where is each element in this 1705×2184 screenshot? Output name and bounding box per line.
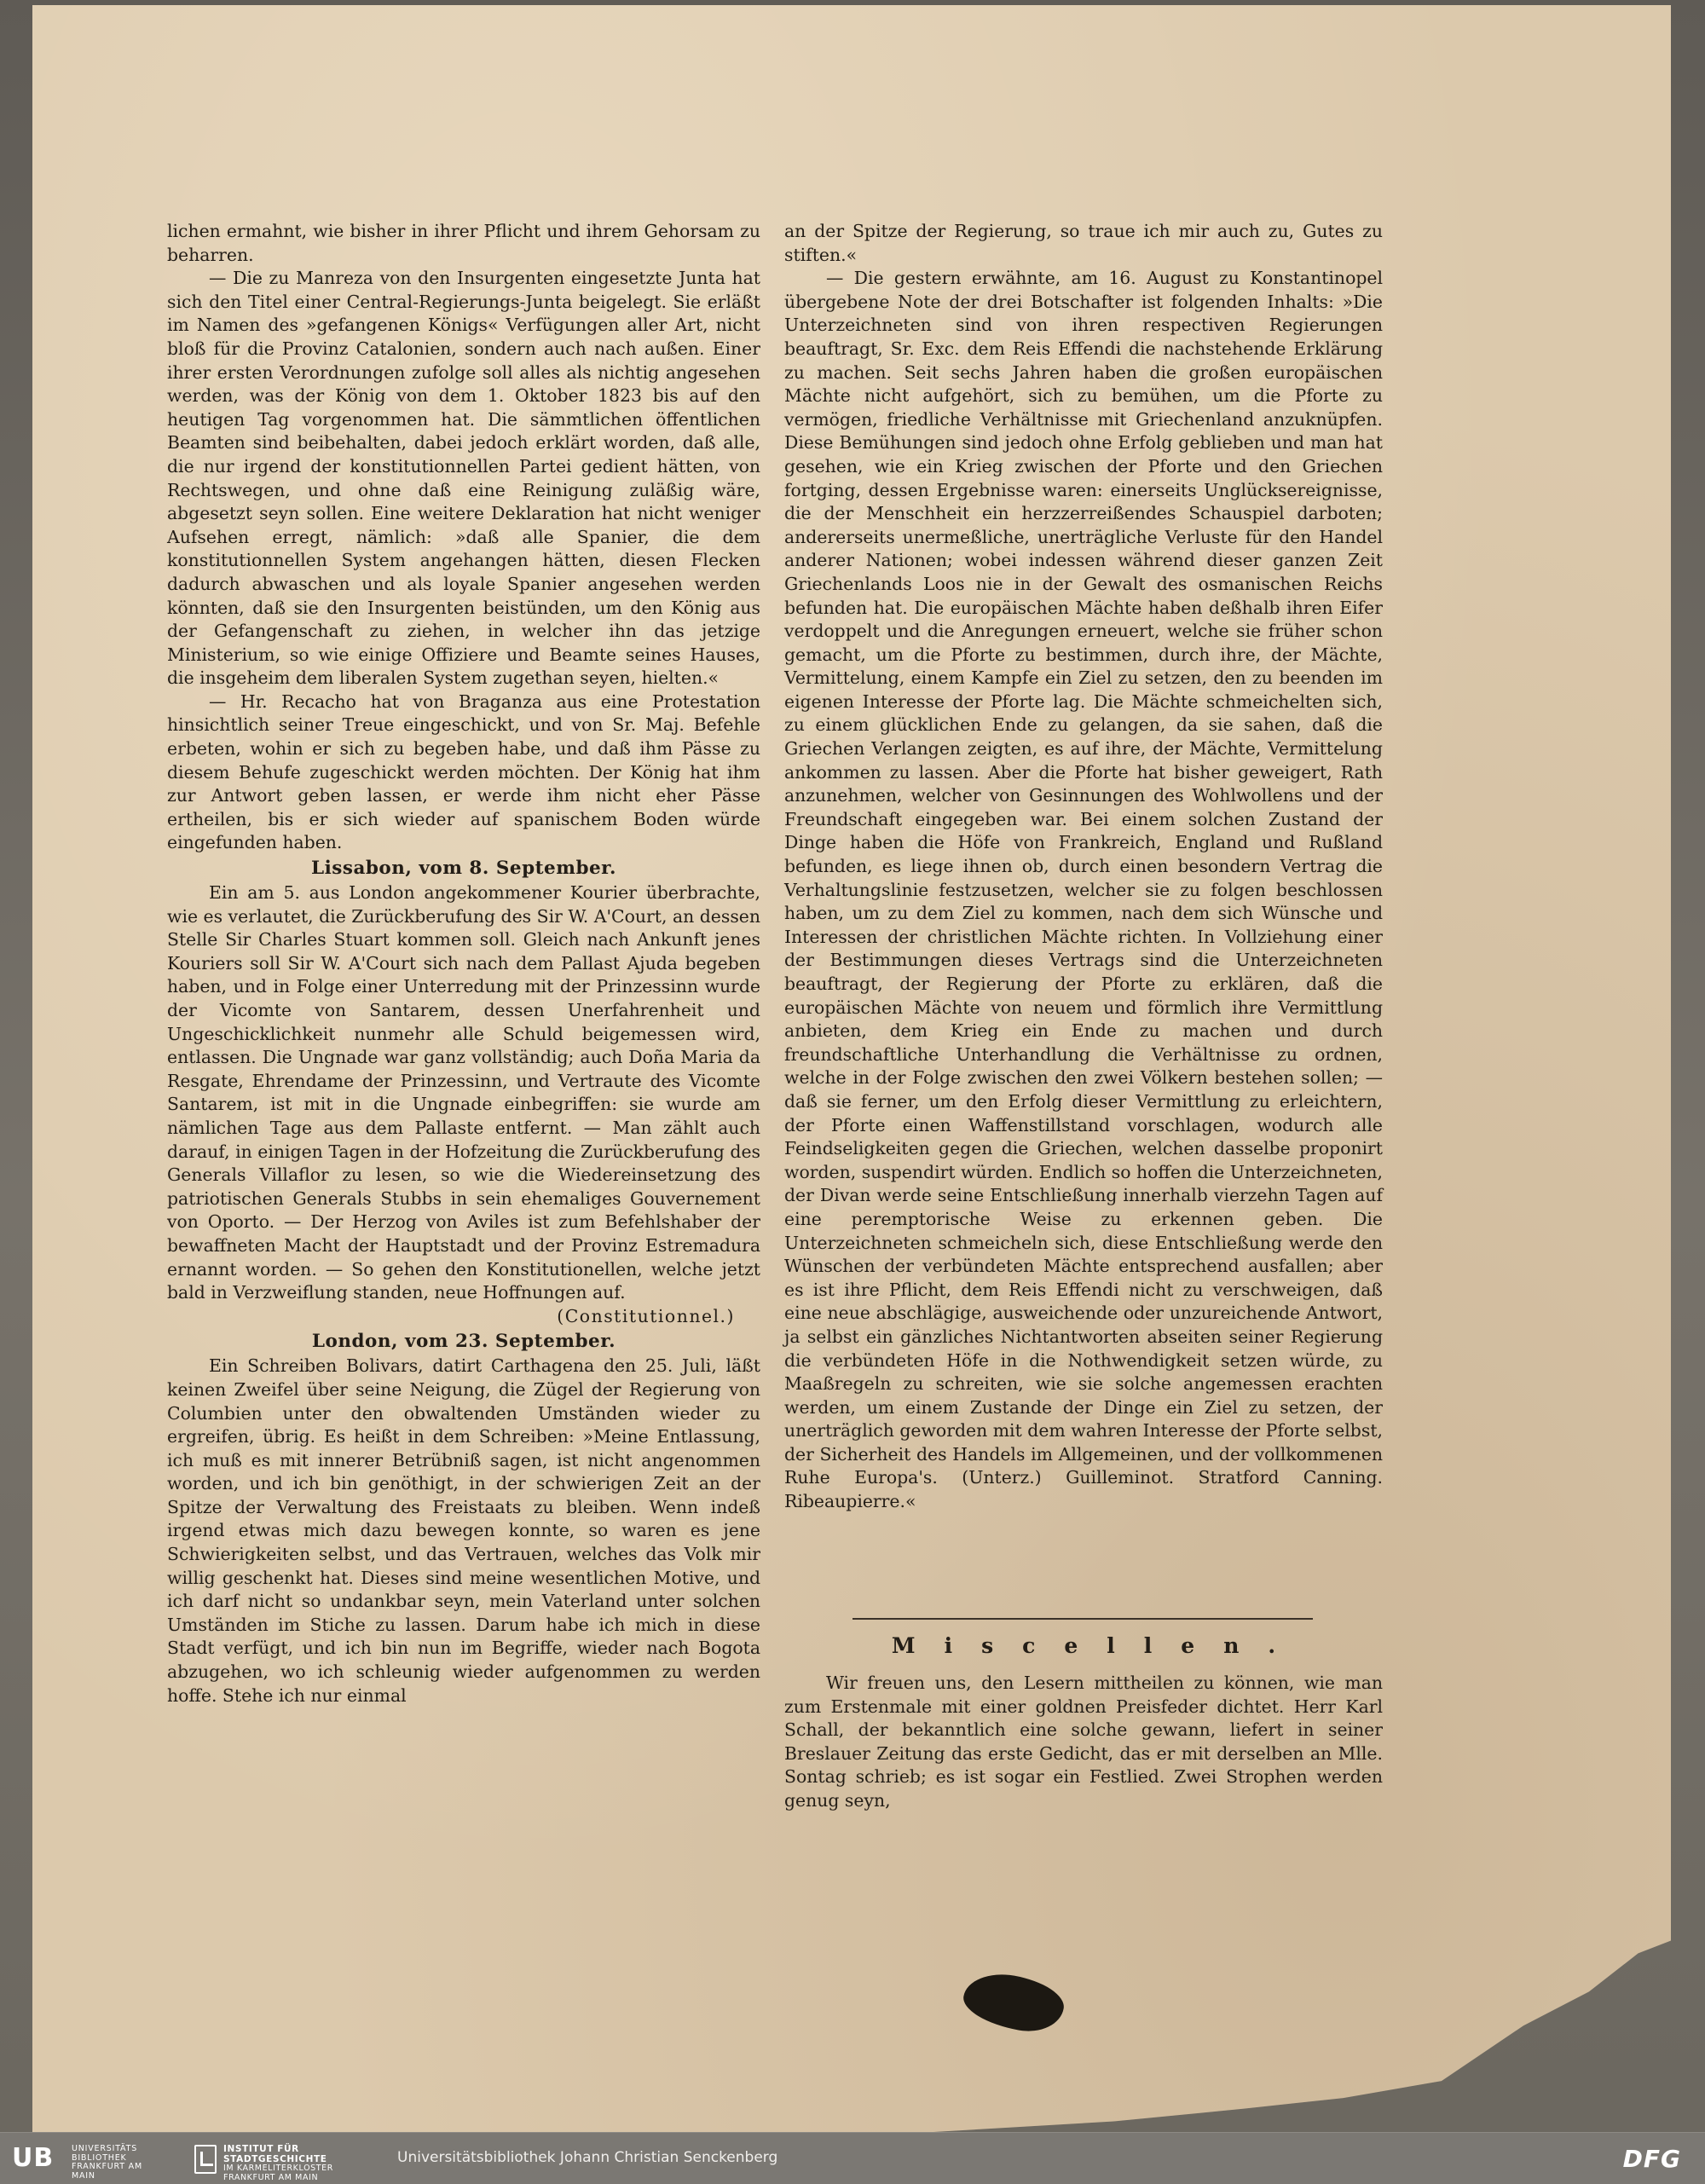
ub-logo[interactable]: [12, 2143, 165, 2181]
institut-stadtgeschichte-logo[interactable]: [194, 2143, 373, 2182]
miscellen-section: [784, 1672, 1383, 1813]
article-paragraph: lichen ermahnt, wie bisher in ihrer Pflicht und ihrem Gehorsam zu beharren.: [167, 221, 760, 265]
article-paragraph: an der Spitze der Regierung, so traue ich mir auch zu, Gutes zu stiften.«: [784, 221, 1383, 265]
article-manreza-junta: — Die zu Manreza von den Insurgenten eingesetzte Junta hat sich den Titel einer Central-Regierungs-Junta beigelegt. Sie erläßt im Namen des »gefangenen Königs« Verfügungen aller Art, nicht bloß für die Provinz Catalonien, sondern auch nach außen. Einer ihrer ersten Verordnungen zufolge soll alles als nichtig angesehen werden, was der König von dem 1. Oktober 1823 bis auf den heutigen Tag vorgenommen hat. Die sämmtlichen öffentlichen Beamten sind beibehalten, dabei jedoch erklärt worden, daß alle, die nur irgend der konstitutionnellen Partei gedient hätten, von Rechtswegen, und ohne daß eine Reinigung zuläßig wäre, abgesetzt seyn sollen. Eine weitere Deklaration hat nicht weniger Aufsehen erregt, nämlich: »daß alle Spanier, die dem konstitutionnellen System angehangen hätten, diesen Flecken dadurch abwaschen und als loyale Spanier angesehen werden könnten, daß sie den Insurgenten beistünden, um den König aus der Gefangenschaft zu ziehen, in welcher ihn das jetzige Ministerium, so wie einige Offiziere und Beamte seines Hauses, die insgeheim dem liberalen System zugethan seyen, hielten.«: [167, 268, 760, 689]
ub-logo-line: UNIVERSITÄTS: [72, 2144, 138, 2153]
section-divider: [852, 1618, 1313, 1620]
article-note-botschafter: — Die gestern erwähnte, am 16. August zu Konstantinopel übergebene Note der drei Botschafter ist folgenden Inhalts: »Die Unterzeichneten sind von ihren respectiven Regierungen beauftragt, Sr. Exc. dem Reis Effendi die nachstehende Erklärung zu machen. Seit sechs Jahren haben die großen europäischen Mächte nicht aufgehört, sich zu bemühen, um die Pforte zu vermögen, friedliche Verhältnisse mit Griechenland anzuknüpfen. Diese Bemühungen sind jedoch ohne Erfolg geblieben und man hat gesehen, wie ein Krieg zwischen der Pforte und den Griechen fortging, dessen Ergebnisse waren: einerseits Unglücksereignisse, die der Menschheit ein herzzerreißendes Schauspiel darboten; andererseits unermeßliche, unerträgliche Verluste für den Handel anderer Nationen; wobei indessen während dieser ganzen Zeit Griechenlands Loos nie in der Gewalt des osmanischen Reichs befunden hat. Die europäischen Mächte haben deßhalb ihren Eifer verdoppelt und die Anregungen erneuert, welche sie früher schon gemacht, um die Pforte zu bestimmen, durch ihre, der Mächte, Vermittelung, einem Kampfe ein Ziel zu setzen, den zu beenden im eigenen Interesse der Pforte lag. Die Mächte schmeichelten sich, zu einem glücklichen Ende zu gelangen, da sie sahen, daß die Griechen Verlangen zeigten, es auf ihre, der Mächte, Vermittelung ankommen zu lassen. Aber die Pforte hat bisher geweigert, Rath anzunehmen, welcher von Gesinnungen des Wohlwollens und der Freundschaft eingegeben war. Bei einem solchen Zustand der Dinge haben die Höfe von Frankreich, England und Rußland befunden, es liege ihnen ob, durch einen besondern Vertrag die Verhaltungslinie festzusetzen, welcher sie zu folgen beschlossen haben, um zu dem Ziel zu kommen, nach dem sich Wünsche und Interessen der christlichen Mächte richten. In Vollziehung einer der Bestimmungen dieses Vertrags sind die Unterzeichneten beauftragt, der Regierung der Pforte zu erklären, daß die europäischen Mächte von neuem und förmlich ihre Vermittlung anbieten, dem Krieg ein Ende zu machen und durch freundschaftliche Unterhandlung die Verhältnisse zu ordnen, welche in der Folge zwischen den zwei Völkern bestehen sollen; — daß sie ferner, um den Erfolg dieser Vermittlung zu erleichtern, der Pforte einen Waffenstillstand vorschlagen, wodurch alle Feindseligkeiten gegen die Griechen, welchen dasselbe proponirt worden, suspendirt würden. Endlich so hoffen die Unterzeichneten, der Divan werde seine Entschließung innerhalb vierzehn Tagen auf eine peremptorische Weise zu erkennen geben. Die Unterzeichneten schmeicheln sich, diese Entschließung werde den Wünschen der verbündeten Mächte entsprechend ausfallen; aber es ist ihre Pflicht, dem Reis Effendi nicht zu verschweigen, daß eine neue abschlägige, ausweichende oder unzureichende Antwort, ja selbst ein gänzliches Nichtantworten abseiten seiner Regierung die verbündeten Höfe in die Nothwendigkeit setzen würde, zu Maaßregeln zu schreiten, wie sie solche angemessen erachten werden, um einem Zustande der Dinge ein Ziel zu setzen, der unerträglich geworden mit dem wahren Interesse der Pforte selbst, der Sicherheit des Handels im Allgemeinen, und der vollkommenen Ruhe Europa's. (Unterz.) Guilleminot. Stratford Canning. Ribeaupierre.«: [784, 268, 1383, 1512]
library-caption: Universitätsbibliothek Johann Christian Senckenberg: [397, 2149, 778, 2166]
ub-logo-line: FRANKFURT AM MAIN: [72, 2162, 142, 2181]
institut-mark-icon: [194, 2145, 217, 2174]
ub-logo-mark: UB: [12, 2143, 55, 2173]
left-column: [167, 220, 760, 1707]
article-recacho: — Hr. Recacho hat von Braganza aus eine Protestation hinsichtlich seiner Treue eingeschickt, und von Sr. Maj. Befehle erbeten, wohin er sich zu begeben habe, und daß ihm Pässe zu diesem Behufe zugeschickt werden möchten. Der König hat ihm zur Antwort geben lassen, er werde ihm nicht eher Pässe ertheilen, bis er sich wieder auf spanischem Boden würde eingefunden haben.: [167, 690, 760, 853]
miscellen-heading: Miscellen.: [891, 1633, 1305, 1658]
viewer-footer-bar: [0, 2132, 1705, 2184]
source-attribution: (Constitutionnel.): [557, 1305, 735, 1326]
institut-logo-line: IM KARMELITERKLOSTER: [223, 2164, 333, 2173]
institut-logo-text: [223, 2145, 333, 2182]
dateline-london: London, vom 23. September.: [311, 1331, 616, 1353]
institut-logo-line: INSTITUT FÜR: [223, 2144, 299, 2154]
institut-logo-line: STADTGESCHICHTE: [223, 2153, 327, 2164]
ub-logo-line: BIBLIOTHEK: [72, 2152, 127, 2163]
dfg-logo[interactable]: DFG: [1622, 2145, 1681, 2173]
article-schall: Wir freuen uns, den Lesern mittheilen zu können, wie man zum Erstenmale mit einer goldnen Preisfeder dichtet. Herr Karl Schall, der bekanntlich eine solche gewann, liefert in seiner Breslauer Zeitung das erste Gedicht, das er mit derselben an Mlle. Sontag schrieb; es ist sogar ein Festlied. Zwei Strophen werden genug seyn,: [784, 1673, 1383, 1811]
dateline-lissabon: Lissabon, vom 8. September.: [310, 858, 617, 880]
institut-logo-line: FRANKFURT AM MAIN: [223, 2172, 319, 2182]
ub-logo-text: [72, 2145, 165, 2181]
article-bolivar: Ein Schreiben Bolivars, datirt Carthagena den 25. Juli, läßt keinen Zweifel über seine Neigung, die Zügel der Regierung von Columbien unter den obwaltenden Umständen wieder zu ergreifen, übrig. Es heißt in dem Schreiben: »Meine Entlassung, ich muß es mit innerer Betrübniß sagen, ist nicht angenommen worden, und ich bin genöthigt, in der schwierigen Zeit an der Spitze der Verwaltung des Freistaats zu bleiben. Wenn indeß irgend etwas mich dazu bewegen konnte, so waren es jene Schwierigkeiten selbst, und das Vertrauen, welches das Volk mir willig geschenkt hat. Dieses sind meine wesentlichen Motive, und ich darf nicht so undankbar seyn, mein Vaterland unter solchen Umständen im Stiche zu lassen. Darum habe ich mich in diese Stadt verfügt, und ich bin nun im Begriffe, wieder nach Bogota abzugehen, wo ich schleunig wieder aufgenommen zu werden hoffe. Stehe ich nur einmal: [167, 1355, 760, 1706]
right-column: [784, 220, 1383, 1514]
article-lissabon: Ein am 5. aus London angekommener Kourier überbrachte, wie es verlautet, die Zurückberufung des Sir W. A'Court, an dessen Stelle Sir Charles Stuart kommen soll. Gleich nach Ankunft jenes Kouriers soll Sir W. A'Court sich nach dem Pallast Ajuda begeben haben, und in Folge einer Unterredung mit der Prinzessinn wurde der Vicomte von Santarem, dessen Unerfahrenheit und Ungeschicklichkeit nunmehr alle Schuld beigemessen wird, entlassen. Die Ungnade war ganz vollständig; auch Doña Maria da Resgate, Ehrendame der Prinzessinn, und Vertraute des Vicomte Santarem, ist mit in die Ungnade einbegriffen: sie wurde am nämlichen Tage aus dem Pallaste entfernt. — Man zählt auch darauf, in einigen Tagen in der Hofzeitung die Zurückberufung des Generals Villaflor zu lesen, so wie die Wiedereinsetzung des patriotischen Generals Stubbs in sein ehemaliges Gouvernement von Oporto. — Der Herzog von Aviles ist zum Befehlshaber der bewaffneten Macht der Hauptstadt und der Provinz Estremadura ernannt worden. — So gehen den Konstitutionellen, welche jetzt bald in Verzweiflung standen, neue Hoffnungen auf.: [167, 882, 760, 1303]
